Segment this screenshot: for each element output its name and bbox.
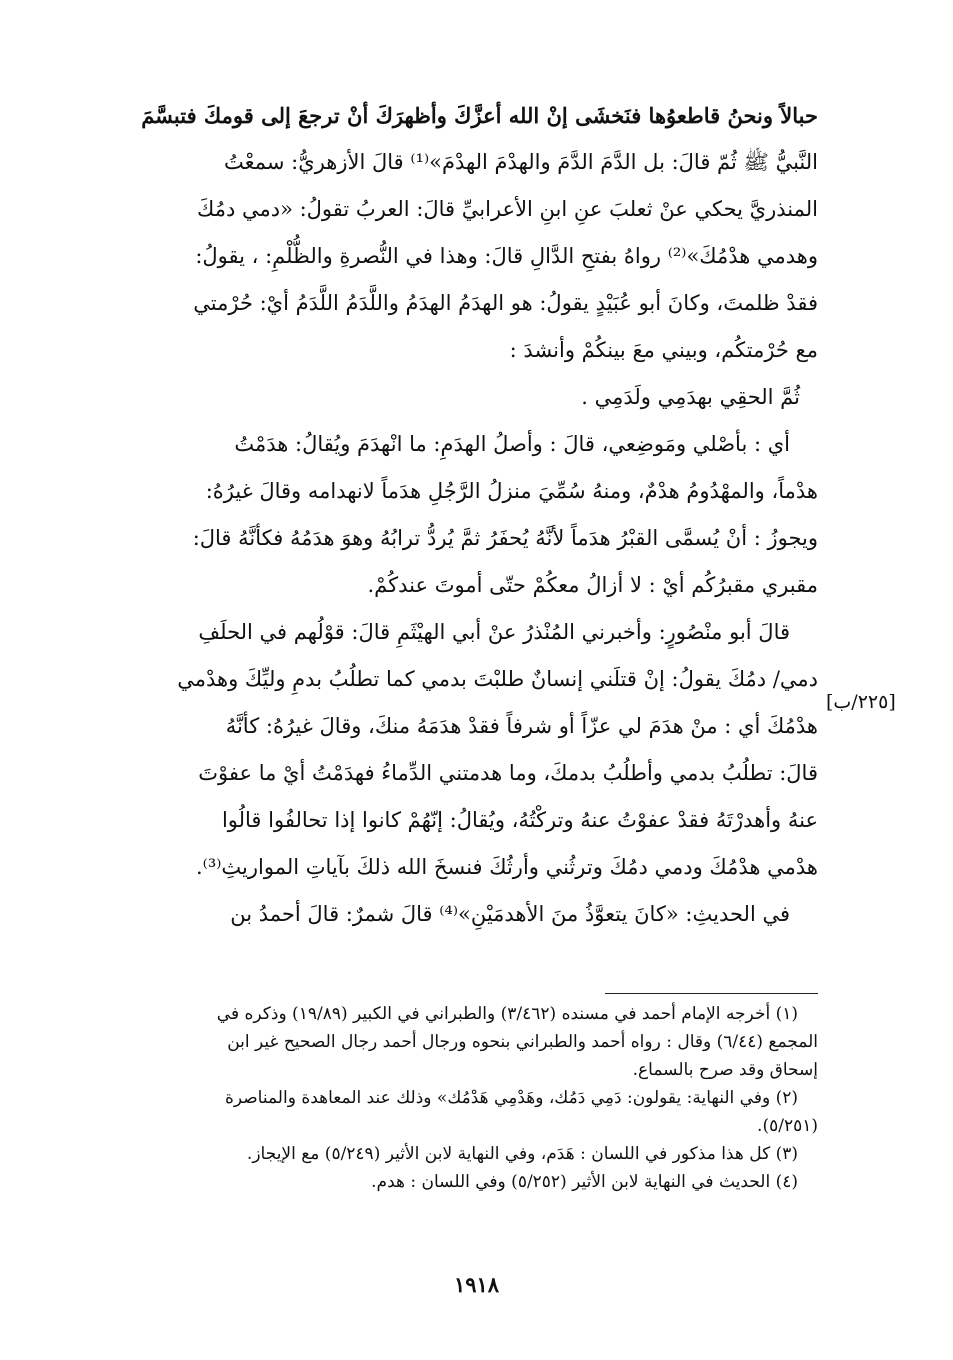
- text-line: أي : بأصْلي ومَوضِعي، قالَ : وأصلُ الهدَمِ: ما انْهدَمَ ويُقالُ: هدَمْتُ: [234, 432, 790, 456]
- text-line: مقبري مقبرُكُم أيْ : لا أزالُ معكُمْ حتّى أموتَ عندكُمْ.: [367, 573, 818, 597]
- page-number: ١٩١٨: [453, 1272, 500, 1297]
- text-line: مع حُرْمتكُم، وبيني معَ بينكُمْ وأنشدَ :: [509, 338, 818, 362]
- main-text-block: [100, 92, 818, 938]
- footnote-line: (٥/٢٥١).: [757, 1116, 818, 1136]
- folio-margin-note: [٢٢٥/ب]: [826, 691, 896, 713]
- footnotes-block: [100, 1000, 818, 1196]
- footnote-line: المجمع (٦/٤٤) وقال : رواه أحمد والطبراني بنحوه ورجال أحمد رجال الصحيح غير ابن: [227, 1032, 818, 1052]
- text-line: قالَ أبو منْصُورٍ: وأخبرني المُنْذرُ عنْ أبي الهيْثَمِ قالَ: قوْلُهم في الحلَفِ: [198, 620, 790, 644]
- text-line: فقدْ ظلمتَ، وكانَ أبو عُبَيْدٍ يقولُ: هو الهدَمُ الهدَمُ واللَّدَمُ اللَّدَمُ أيْ: حُرْمتي: [193, 291, 818, 315]
- footnote-line: (٤) الحديث في النهاية لابن الأثير (٥/٢٥٢) وفي اللسان : هدم.: [371, 1172, 798, 1192]
- footnote-line: (٣) كل هذا مذكور في اللسان : هَدَم، وفي النهاية لابن الأثير (٥/٢٤٩) مع الإيجاز.: [246, 1144, 798, 1164]
- text-line: دمي/ دمُكَ يقولُ: إنْ قتلَني إنسانٌ طلبْتَ بدمي كما تطلُبُ بدمِ وليِّكَ وهدْمي: [177, 667, 818, 691]
- footnote-line: إسحاق وقد صرح بالسماع.: [632, 1060, 818, 1080]
- footnote-divider: [605, 993, 818, 994]
- text-line: هدْمي هدْمُكَ ودمي دمُكَ وترثُني وأرثُكَ فنسخَ الله ذلكَ بآياتِ المواريثِ⁽³⁾.: [195, 855, 818, 879]
- text-line: المنذريَّ يحكي عنْ ثعلبَ عنِ ابنِ الأعرابيِّ قالَ: العربُ تقولُ: «دمي دمُكَ: [197, 197, 818, 221]
- text-line: وهدمي هدْمُكَ»⁽²⁾ رواهُ بفتحِ الدَّالِ قالَ: وهذا في النُّصرةِ والظُّلْمِ: ، يقولُ:: [195, 244, 818, 268]
- text-line: حبالاً ونحنُ قاطعوُها فنَخشَى إنْ الله أعزَّكَ وأظهرَكَ أنْ ترجعَ إلى قومكَ فتبسَّمَ: [141, 103, 818, 128]
- verse-line: ثُمَّ الحقِي بهدَمِي ولَدَمِي .: [581, 385, 800, 409]
- footnote-line: (٢) وفي النهاية: يقولون: دَمِي دَمُك، وهَدْمِي هَدْمُك» وذلك عند المعاهدة والمناصرة: [224, 1088, 798, 1108]
- text-line: في الحديثِ: «كانَ يتعوَّذُ منَ الأهدمَيْنِ»⁽⁴⁾ قالَ شمرٌ: قالَ أحمدُ بن: [230, 902, 790, 926]
- text-line: ويجوزُ : أنْ يُسمَّى القبْرُ هدَماً لأنَّهُ يُحفَرُ ثمَّ يُردُّ ترابُهُ وهوَ هدَمُهُ فكأنَّهُ قالَ:: [192, 526, 818, 550]
- text-line: قالَ: تطلُبُ بدمي وأطلُبُ بدمكَ، وما هدمتني الدِّماءُ فهدَمْتُ أيْ ما عفوْتَ: [198, 761, 818, 785]
- text-line: هدْمُكَ أي : منْ هدَمَ لي عزّاً أو شرفاً فقدْ هدَمَهُ منكَ، وقالَ غيرُهُ: كأنَّهُ: [225, 714, 818, 738]
- text-line: هدْماً، والمهْدُومُ هدْمٌ، ومنهُ سُمِّيَ منزلُ الرَّجُلِ هدَماً لانهدامه وقالَ غيرُهُ:: [205, 479, 818, 503]
- text-line: عنهُ وأهدرْتَهُ فقدْ عفوْتُ عنهُ وتركْتُهُ، ويُقالُ: إنّهُمْ كانوا إذا تحالفُوا قالُوا: [221, 808, 818, 832]
- footnote-line: (١) أخرجه الإمام أحمد في مسنده (٣/٤٦٢) والطبراني في الكبير (١٩/٨٩) وذكره في: [216, 1004, 798, 1024]
- text-line: النَّبيُّ ﷺ ثُمّ قالَ: بل الدَّمَ الدَّمَ والهدْمَ الهدْمَ»⁽¹⁾ قالَ الأزهريُّ: سمعْتُ: [224, 150, 818, 174]
